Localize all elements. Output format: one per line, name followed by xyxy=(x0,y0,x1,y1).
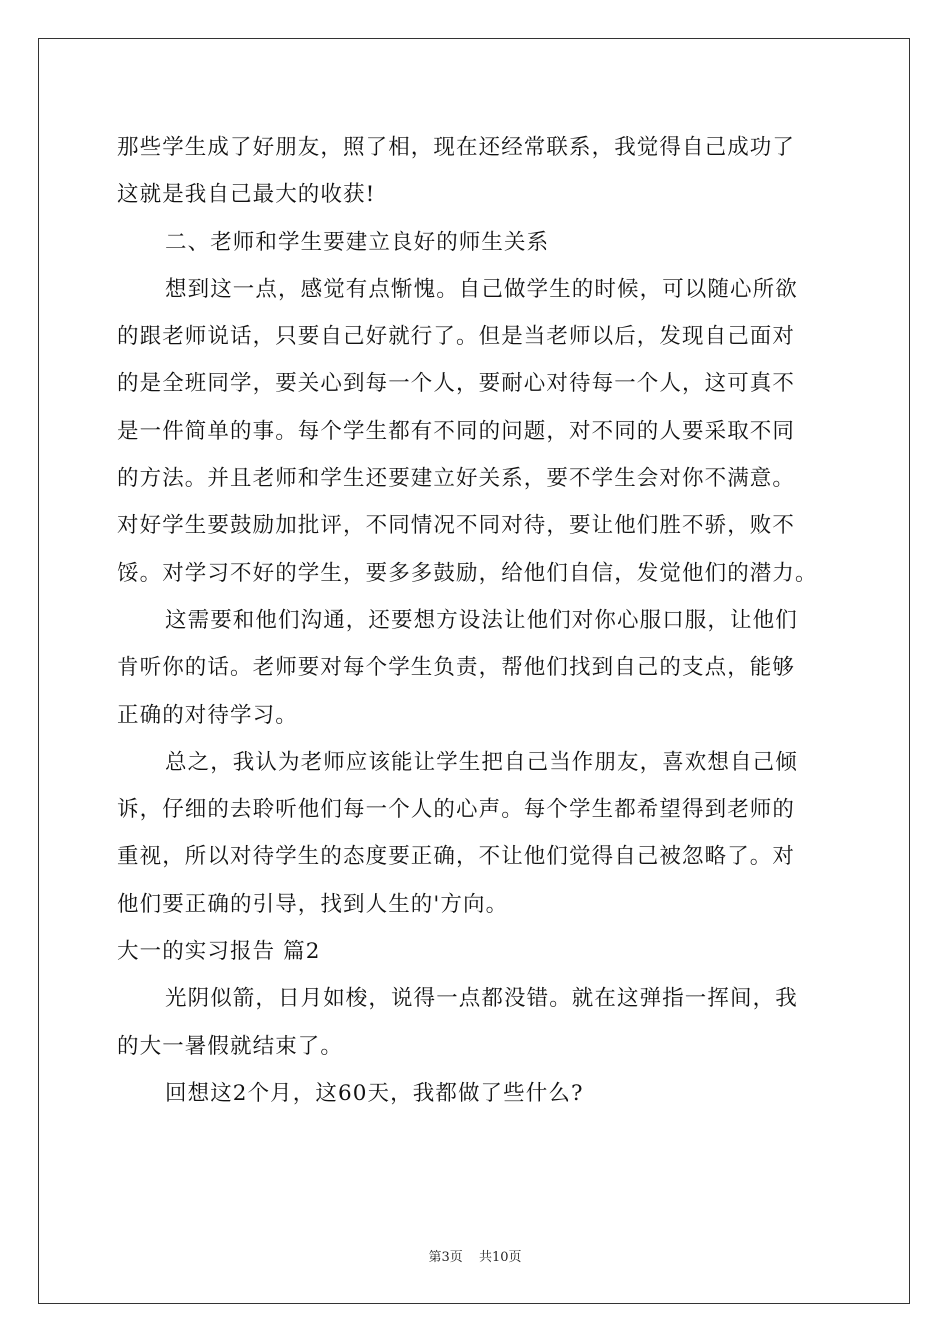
text-line: 的跟老师说话，只要自己好就行了。但是当老师以后，发现自己面对 xyxy=(117,324,796,350)
document-body xyxy=(117,124,837,1117)
text-line: 是一件简单的事。每个学生都有不同的问题，对不同的人要采取不同 xyxy=(117,418,796,444)
text-line: 那些学生成了好朋友，照了相，现在还经常联系，我觉得自己成功了 xyxy=(117,135,796,160)
text-line: 对好学生要鼓励加批评，不同情况不同对待，要让他们胜不骄，败不 xyxy=(117,513,796,539)
text-line: 诉，仔细的去聆听他们每一个人的心声。每个学生都希望得到老师的 xyxy=(117,797,796,823)
page-number: 第3页 xyxy=(428,1250,463,1265)
text-line: 正确的对待学习。 xyxy=(117,702,298,728)
text-line: 的大一暑假就结束了。 xyxy=(117,1033,344,1059)
page-footer xyxy=(0,1246,950,1265)
text-line: 重视，所以对待学生的态度要正确，不让他们觉得自己被忽略了。对 xyxy=(117,844,796,870)
section-heading: 二、老师和学生要建立良好的师生关系 xyxy=(165,229,550,255)
text-line: 这需要和他们沟通，还要想方设法让他们对你心服口服，让他们 xyxy=(165,607,798,633)
page-total: 共10页 xyxy=(478,1250,522,1265)
text-line: 馁。对学习不好的学生，要多多鼓励，给他们自信，发觉他们的潜力。 xyxy=(117,560,818,586)
text-line: 想到这一点，感觉有点惭愧。自己做学生的时候，可以随心所欲 xyxy=(165,276,798,302)
text-line: 总之，我认为老师应该能让学生把自己当作朋友，喜欢想自己倾 xyxy=(165,749,798,775)
text-line: 他们要正确的引导，找到人生的'方向。 xyxy=(117,891,509,917)
text-line: 回想这2个月，这60天，我都做了些什么? xyxy=(165,1080,584,1106)
text-line: 的方法。并且老师和学生还要建立好关系，要不学生会对你不满意。 xyxy=(117,466,796,492)
text-line: 肯听你的话。老师要对每个学生负责，帮他们找到自己的支点，能够 xyxy=(117,655,796,681)
text-line: 的是全班同学，要关心到每一个人，要耐心对待每一个人，这可真不 xyxy=(117,371,796,397)
text-line: 这就是我自己最大的收获! xyxy=(117,182,376,208)
text-line: 光阴似箭，日月如梭，说得一点都没错。就在这弹指一挥间，我 xyxy=(165,986,798,1012)
section-title: 大一的实习报告 篇2 xyxy=(117,939,321,965)
